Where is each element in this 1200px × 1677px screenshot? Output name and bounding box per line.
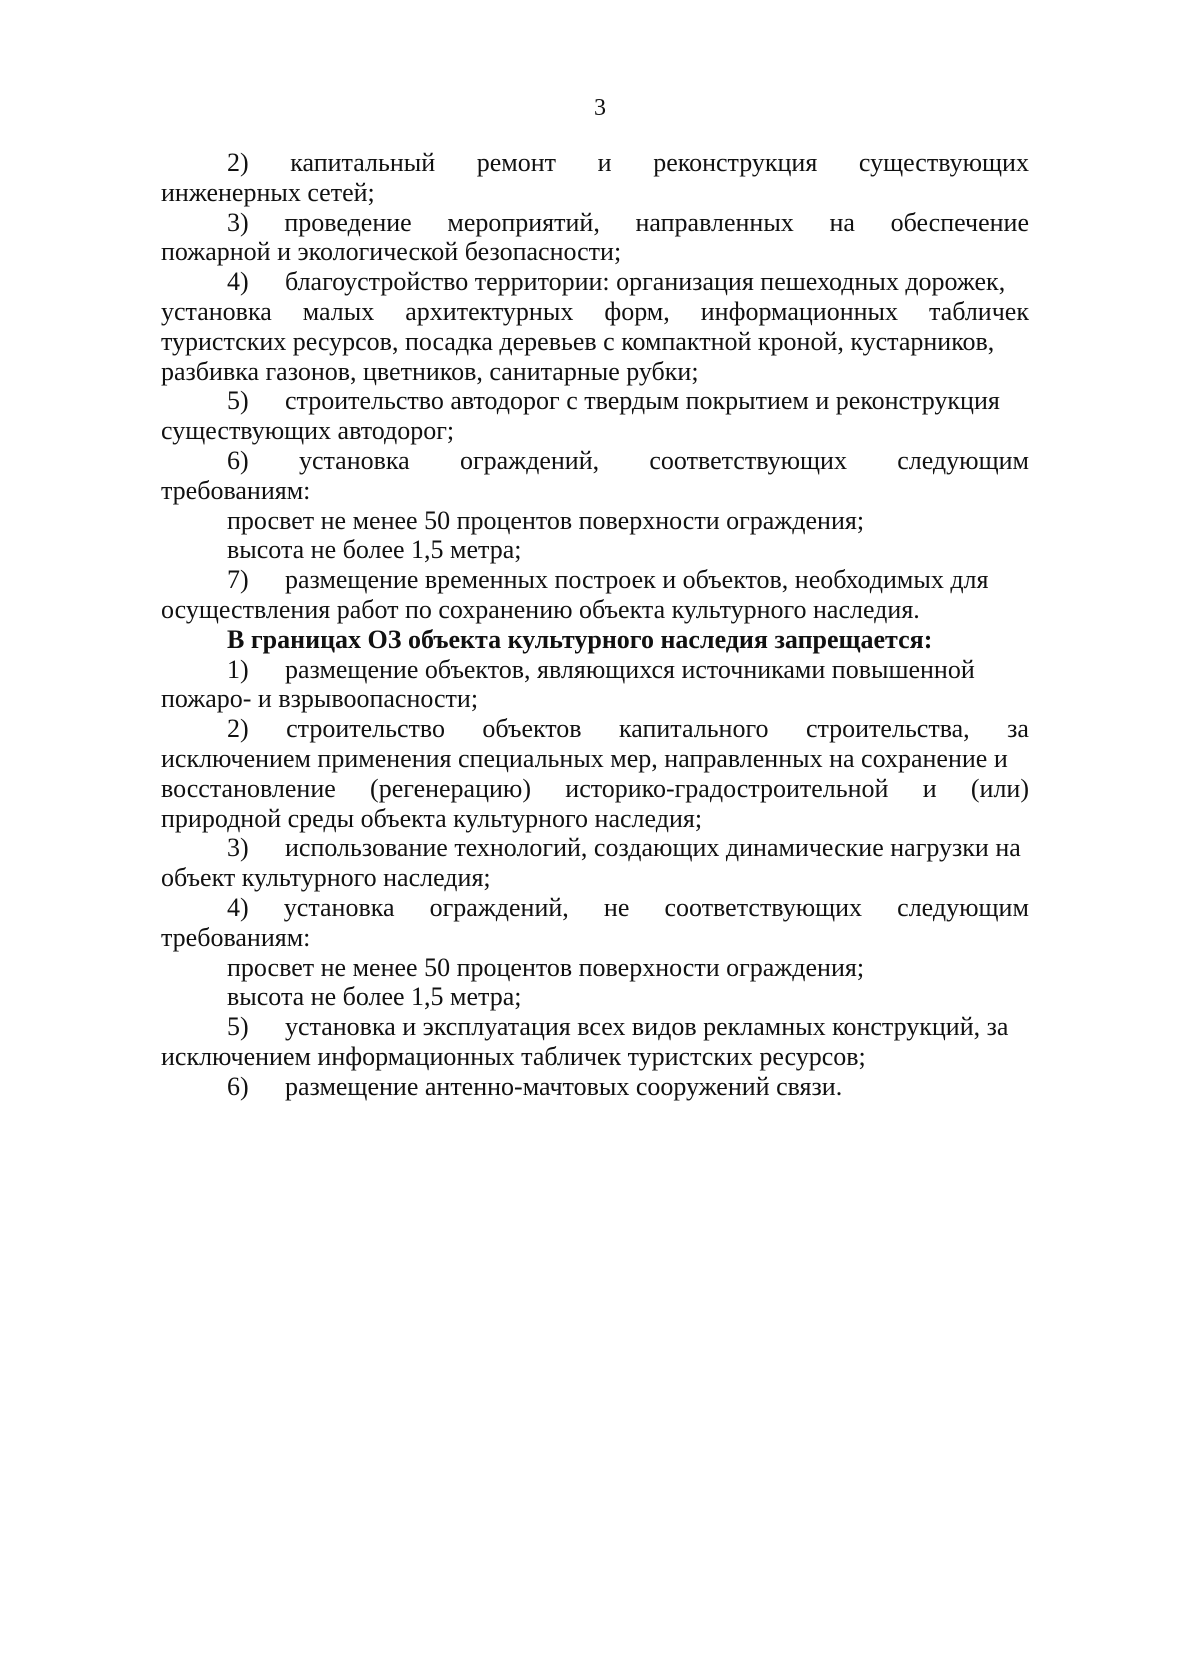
list-item-continuation: пожарной и экологической безопасности; <box>161 237 622 267</box>
list-item-number: 2) <box>227 148 249 177</box>
list-item-text: размещение объектов, являющихся источниками повышенной <box>285 654 975 684</box>
list-item-first-line <box>161 386 1029 416</box>
word: следующим <box>897 892 1029 922</box>
requirement-line: высота не более 1,5 метра; <box>227 535 522 565</box>
word: ограждений, <box>429 892 569 922</box>
list-item-continuation: объект культурного наследия; <box>161 863 491 893</box>
word: на <box>829 207 855 237</box>
word: строительства, <box>805 714 970 744</box>
list-item-number: 4) <box>227 892 249 922</box>
list-item-number: 1) <box>227 654 249 684</box>
list-item-number: 6) <box>227 445 249 475</box>
list-item-number: 6) <box>227 1071 249 1101</box>
word: восстановление <box>161 773 336 803</box>
list-item-continuation: природной среды объекта культурного наследия; <box>161 803 703 833</box>
list-item-first-line <box>161 565 1029 595</box>
word: строительство <box>286 714 445 744</box>
word: табличек <box>929 296 1029 326</box>
list-item-first-line <box>161 893 1029 923</box>
list-item-text: установка и эксплуатация всех видов рекламных конструкций, за <box>285 1012 1009 1042</box>
word: мероприятий, <box>447 207 600 237</box>
list-item <box>161 565 1029 625</box>
list-item-continuation: пожаро- и взрывоопасности; <box>161 684 479 714</box>
section-heading: В границах ОЗ объекта культурного наследия запрещается: <box>227 624 933 654</box>
list-item-continuation <box>161 774 1029 804</box>
list-item-continuation: разбивка газонов, цветников, санитарные рубки; <box>161 356 699 386</box>
list-item-number: 5) <box>227 386 249 416</box>
word: обеспечение <box>890 207 1029 237</box>
word: направленных <box>635 207 794 237</box>
list-item-number: 4) <box>227 267 249 297</box>
word: ремонт <box>476 148 557 177</box>
word: не <box>603 892 630 922</box>
list-item-continuation: осуществления работ по сохранению объекта культурного наследия. <box>161 594 920 624</box>
list-item-first-line <box>161 267 1029 297</box>
list-item-number: 2) <box>227 714 249 744</box>
list-item-number: 7) <box>227 565 249 595</box>
word: установка <box>298 445 410 475</box>
list-item-number: 3) <box>227 207 249 237</box>
word: соответствующих <box>664 892 863 922</box>
word: объектов <box>482 714 582 744</box>
word: малых <box>302 296 375 326</box>
word: архитектурных <box>405 296 574 326</box>
list-item <box>161 714 1029 833</box>
word: за <box>1007 714 1029 744</box>
list-item <box>161 1012 1029 1072</box>
word: информационных <box>700 296 898 326</box>
list-item-continuation: инженерных сетей; <box>161 177 375 207</box>
word: соответствующих <box>649 445 847 475</box>
word: капитального <box>619 714 769 744</box>
word: ограждений, <box>459 445 600 475</box>
list-item-first-line <box>161 1072 1029 1102</box>
page-number: 3 <box>594 95 606 121</box>
list-item-first-line <box>161 714 1029 744</box>
list-item <box>161 267 1029 386</box>
list-item <box>161 446 1029 506</box>
list-item-first-line <box>161 446 1029 476</box>
list-item <box>161 386 1029 446</box>
list-item-first-line <box>161 833 1029 863</box>
word: реконструкция <box>653 148 818 177</box>
list-item <box>161 833 1029 893</box>
list-item-text: использование технологий, создающих динамические нагрузки на <box>285 833 1021 863</box>
word: проведение <box>284 207 412 237</box>
word: историко-градостроительной <box>565 773 889 803</box>
list-item-continuation: существующих автодорог; <box>161 416 455 446</box>
list-item-first-line <box>161 655 1029 685</box>
list-item-continuation: требованиям: <box>161 922 311 952</box>
list-item-first-line <box>161 1012 1029 1042</box>
requirement-line: высота не более 1,5 метра; <box>227 982 522 1012</box>
word: следующим <box>897 445 1029 475</box>
requirement-line: просвет не менее 50 процентов поверхности ограждения; <box>227 505 865 535</box>
list-item <box>161 148 1029 208</box>
word: форм, <box>604 296 670 326</box>
word: (регенерацию) <box>370 773 532 803</box>
word: и <box>922 773 937 803</box>
list-item-continuation: туристских ресурсов, посадка деревьев с компактной кроной, кустарников, <box>161 326 995 356</box>
list-item-text: благоустройство территории: организация пешеходных дорожек, <box>285 267 1006 297</box>
list-item-continuation: исключением применения специальных мер, направленных на сохранение и <box>161 743 1008 773</box>
list-item <box>161 655 1029 715</box>
word: существующих <box>858 148 1029 177</box>
word: капитальный <box>290 148 436 177</box>
list-item-first-line <box>161 148 1029 178</box>
list-item-continuation: исключением информационных табличек туристских ресурсов; <box>161 1041 866 1071</box>
list-item <box>161 208 1029 268</box>
word: установка <box>283 892 395 922</box>
list-item-number: 5) <box>227 1012 249 1042</box>
list-item-text: размещение временных построек и объектов, необходимых для <box>285 565 989 595</box>
list-item <box>161 1072 1029 1102</box>
word: установка <box>161 296 272 326</box>
list-item-text: строительство автодорог с твердым покрытием и реконструкция <box>285 386 1000 416</box>
document-body <box>161 148 1029 1102</box>
list-item-continuation: требованиям: <box>161 475 311 505</box>
requirement-line: просвет не менее 50 процентов поверхности ограждения; <box>227 952 865 982</box>
word: (или) <box>970 773 1029 803</box>
word: и <box>597 148 612 177</box>
list-item-first-line <box>161 208 1029 238</box>
list-item-number: 3) <box>227 833 249 863</box>
list-item-continuation <box>161 297 1029 327</box>
list-item <box>161 893 1029 953</box>
list-item-text: размещение антенно-мачтовых сооружений связи. <box>285 1071 843 1101</box>
